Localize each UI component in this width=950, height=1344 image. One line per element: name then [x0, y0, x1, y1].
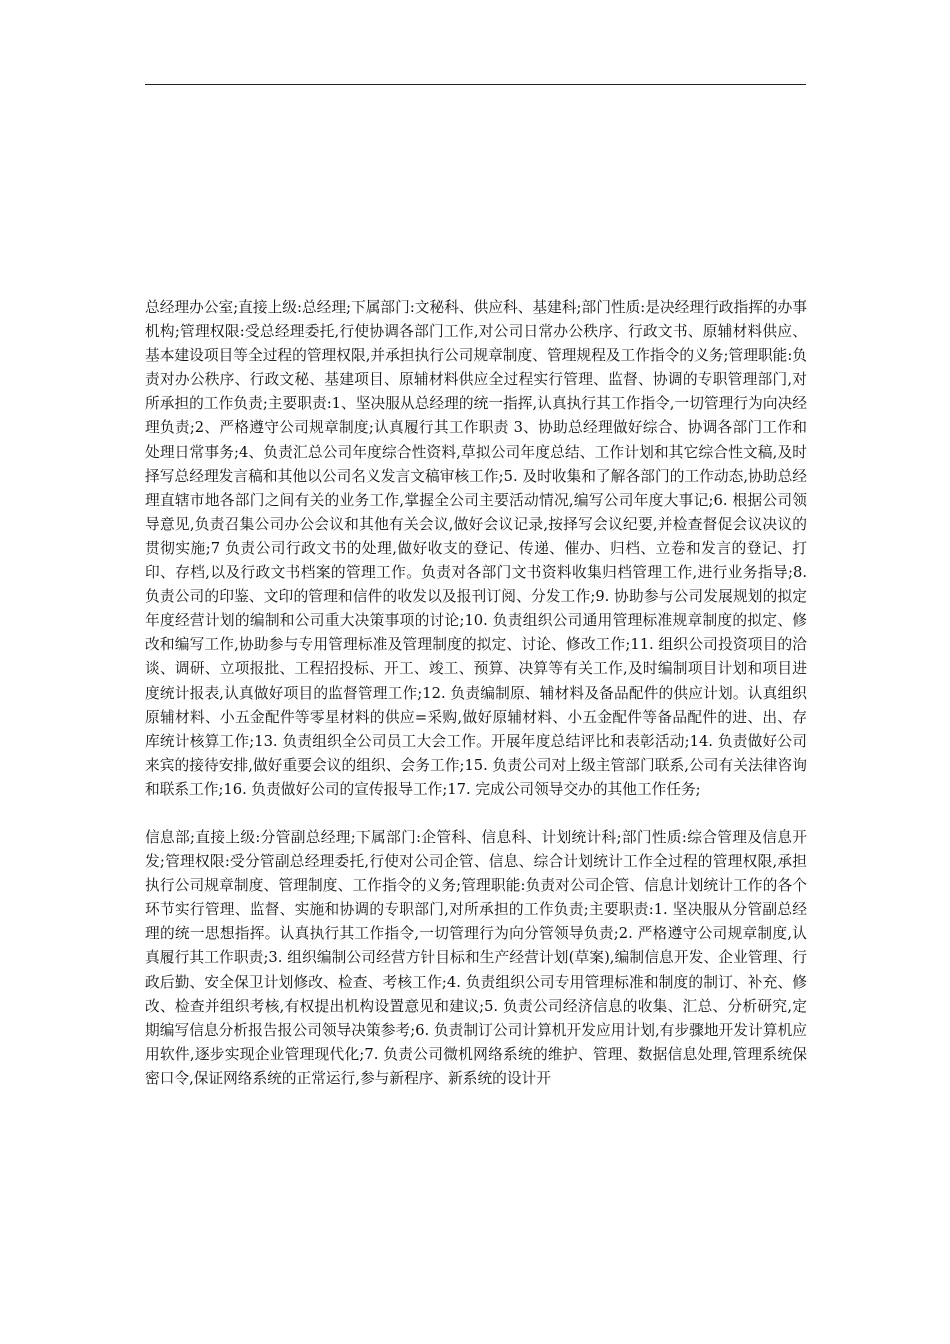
paragraph-spacer: [145, 802, 807, 826]
document-body: [145, 296, 807, 1091]
paragraph-general-manager-office: 总经理办公室;直接上级:总经理;下属部门:文秘科、供应科、基建科;部门性质:是决经理行政指挥的办事机构;管理权限:受总经理委托,行使协调各部门工作,对公司日常办公秩序、行政文书、原辅材料供应、基本建设项目等全过程的管理权限,并承担执行公司规章制度、管理规程及工作指令的义务;管理职能:负责对办公秩序、行政文秘、基建项目、原辅材料供应全过程实行管理、监督、协调的专职管理部门,对所承担的工作负责;主要职责:1、坚决服从总经理的统一指挥,认真执行其工作指令,一切管理行为向决经理负责;2、严格遵守公司规章制度;认真履行其工作职责 3、协助总经理做好综合、协调各部门工作和处理日常事务;4、负责汇总公司年度综合性资料,草拟公司年度总结、工作计划和其它综合性文稿,及时择写总经理发言稿和其他以公司名义发言文稿审核工作;5. 及时收集和了解各部门的工作动态,协助总经理直辖市地各部门之间有关的业务工作,掌握全公司主要活动情况,编写公司年度大事记;6. 根据公司领导意见,负责召集公司办公会议和其他有关会议,做好会议记录,按择写会议纪要,并检查督促会议决议的贯彻实施;7 负责公司行政文书的处理,做好收支的登记、传递、催办、归档、立卷和发言的登记、打印、存档,以及行政文书档案的管理工作。负责对各部门文书资料收集归档管理工作,进行业务指导;8. 负责公司的印鉴、文印的管理和信件的收发以及报刊订阅、分发工作;9. 协助参与公司发展规划的拟定年度经营计划的编制和公司重大决策事项的讨论;10. 负责组织公司通用管理标准规章制度的拟定、修改和编写工作,协助参与专用管理标准及管理制度的拟定、讨论、修改工作;11. 组织公司投资项目的洽谈、调研、立项报批、工程招投标、开工、竣工、预算、决算等有关工作,及时编制项目计划和项目进度统计报表,认真做好项目的监督管理工作;12. 负责编制原、辅材料及备品配件的供应计划。认真组织原辅材料、小五金配件等零星材料的供应=采购,做好原辅材料、小五金配件等备品配件的进、出、存库统计核算工作;13. 负责组织全公司员工大会工作。开展年度总结评比和表彰活动;14. 负责做好公司来宾的接待安排,做好重要会议的组织、会务工作;15. 负责公司对上级主管部门联系,公司有关法律咨询和联系工作;16. 负责做好公司的宣传报导工作;17. 完成公司领导交办的其他工作任务;: [145, 299, 807, 798]
header-rule: [145, 84, 806, 85]
paragraph-information-department: 信息部;直接上级:分管副总经理;下属部门:企管科、信息科、计划统计科;部门性质:综合管理及信息开发;管理权限:受分管副总经理委托,行使对公司企管、信息、综合计划统计工作全过程的管理权限,承担执行公司规章制度、管理制度、工作指令的义务;管理职能:负责对公司企管、信息计划统计工作的各个环节实行管理、监督、实施和协调的专职部门,对所承担的工作负责;主要职责:1. 坚决服从分管副总经理的统一思想指挥。认真执行其工作指令,一切管理行为向分管领导负责;2. 严格遵守公司规章制度,认真履行其工作职责;3. 组织编制公司经营方针目标和生产经营计划(草案),编制信息开发、企业管理、行政后勤、安全保卫计划修改、检查、考核工作;4. 负责组织公司专用管理标准和制度的制订、补充、修改、检查并组织考核,有权提出机构设置意见和建议;5. 负责公司经济信息的收集、汇总、分析研究,定期编写信息分析报告报公司领导决策参考;6. 负责制订公司计算机开发应用计划,有步骤地开发计算机应用软件,逐步实现企业管理现代化;7. 负责公司微机网络系统的维护、管理、数据信息处理,管理系统保密口令,保证网络系统的正常运行,参与新程序、新系统的设计开: [145, 828, 807, 1087]
